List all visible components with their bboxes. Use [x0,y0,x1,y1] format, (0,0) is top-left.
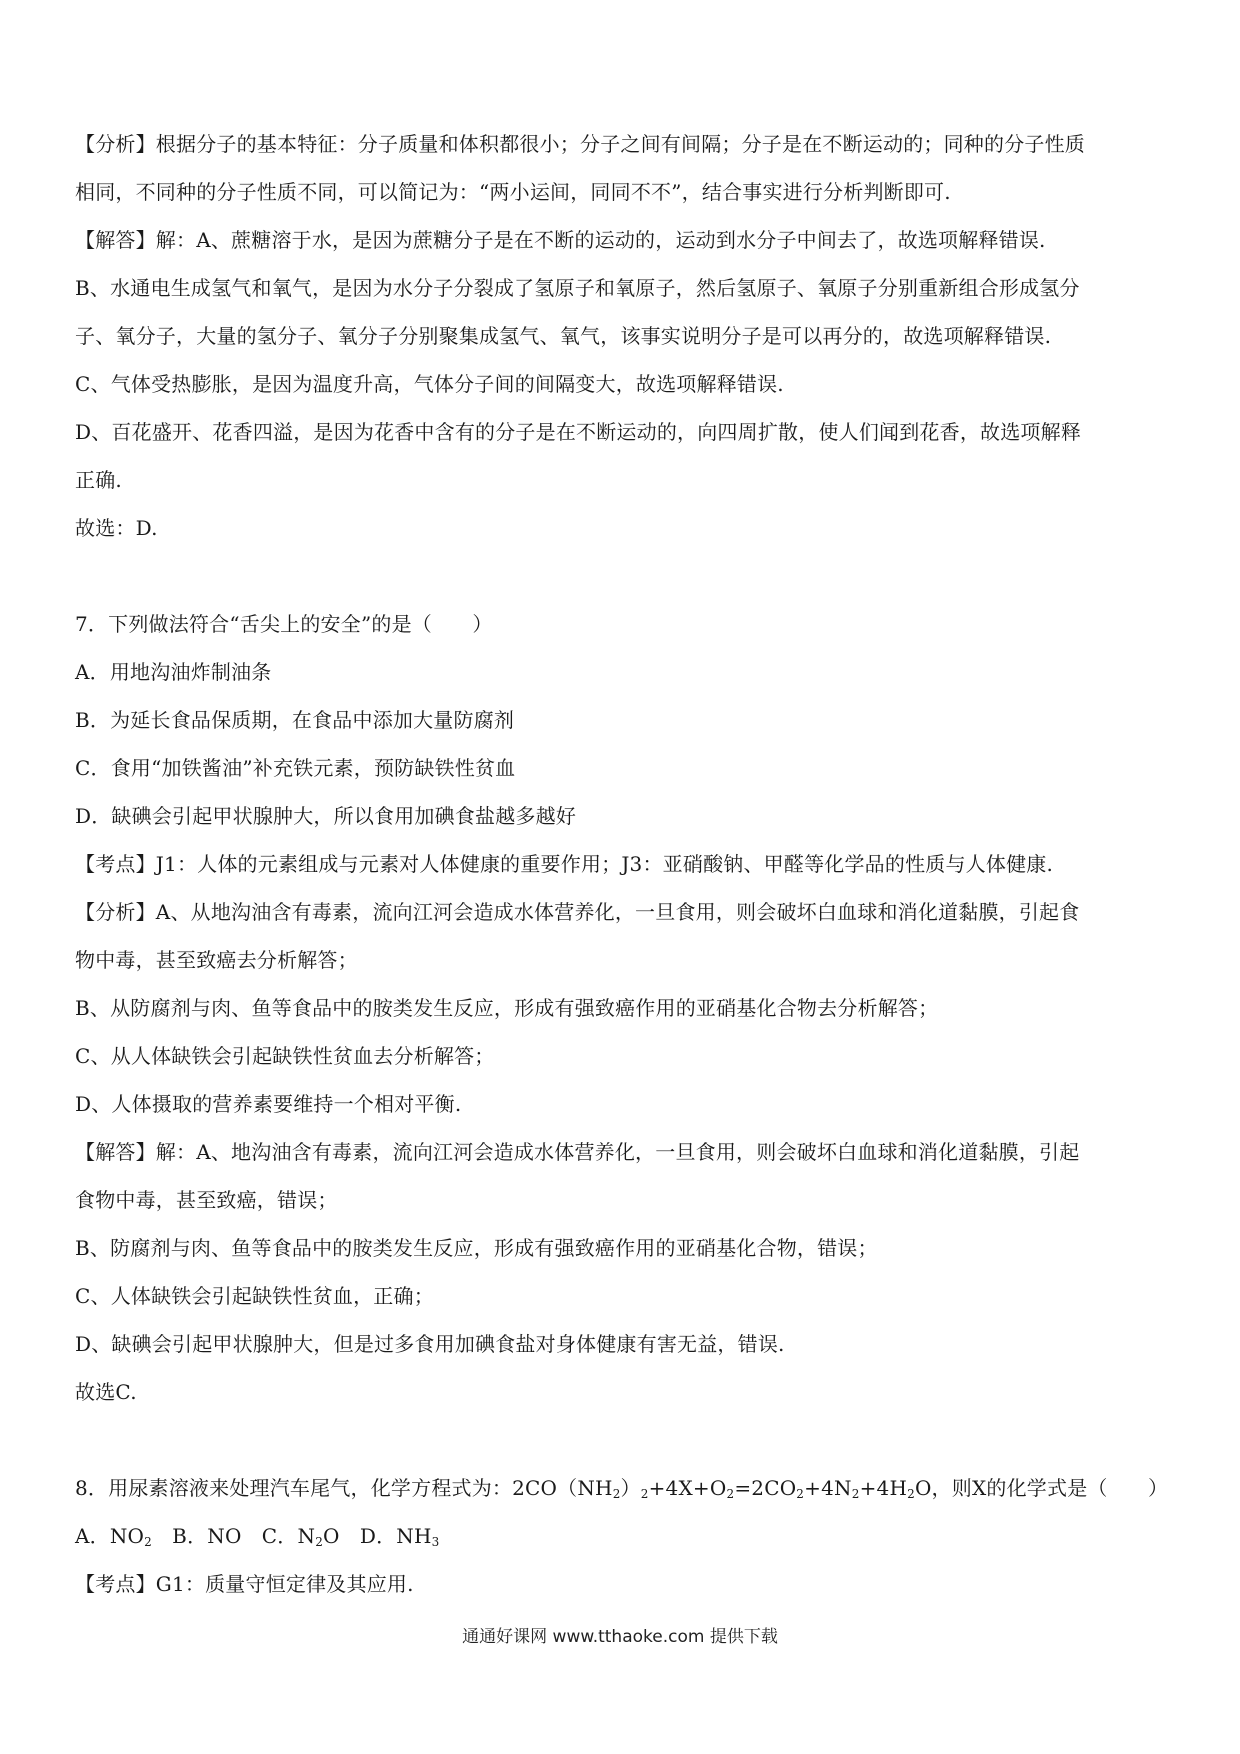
option-d: D．缺碘会引起甲状腺肿大，所以食用加碘食盐越多越好 [75,804,577,828]
document-body [75,120,1175,1608]
text-line: 相同，不同种的分子性质不同，可以简记为：“两小运间，同同不不”，结合事实进行分析判断即可. [75,180,951,204]
option-c: C．食用“加铁酱油”补充铁元素，预防缺铁性贫血 [75,756,516,780]
text-line: 子、氧分子，大量的氢分子、氧分子分别聚集成氢气、氧气，该事实说明分子是可以再分的，故选项解释错误. [75,324,1052,348]
text-line: 【分析】A、从地沟油含有毒素，流向江河会造成水体营养化，一旦食用，则会破坏白血球和消化道黏膜，引起食 [75,900,1080,924]
text-line: C、气体受热膨胀，是因为温度升高，气体分子间的间隔变大，故选项解释错误. [75,372,784,396]
text-line: 【解答】解：A、地沟油含有毒素，流向江河会造成水体营养化，一旦食用，则会破坏白血球和消化道黏膜，引起 [75,1140,1080,1164]
text-line: 物中毒，甚至致癌去分析解答； [75,948,358,972]
option-a: A．用地沟油炸制油条 [75,660,272,684]
page-footer: 通通好课网 www.tthaoke.com 提供下载 [462,1627,778,1647]
text-line: 食物中毒，甚至致癌，错误； [75,1188,338,1212]
question-title: 7．下列做法符合“舌尖上的安全”的是（ ） [75,612,493,636]
text-line: 正确. [75,468,122,492]
text-line: 【考点】J1：人体的元素组成与元素对人体健康的重要作用；J3：亚硝酸钠、甲醛等化学品的性质与人体健康. [75,852,1054,876]
section-q8 [75,1464,1175,1608]
text-line: D、百花盛开、花香四溢，是因为花香中含有的分子是在不断运动的，向四周扩散，使人们闻到花香，故选项解释 [75,420,1082,444]
text-line: 故选：D. [75,516,158,540]
spacer [75,1416,1175,1464]
text-line: B、防腐剂与肉、鱼等食品中的胺类发生反应，形成有强致癌作用的亚硝基化合物，错误； [75,1236,878,1260]
option-b: B．为延长食品保质期，在食品中添加大量防腐剂 [75,708,515,732]
text-line: 【解答】解：A、蔗糖溶于水，是因为蔗糖分子是在不断的运动的，运动到水分子中间去了，故选项解释错误. [75,228,1046,252]
text-line: 故选C. [75,1380,137,1404]
text-line: C、人体缺铁会引起缺铁性贫血，正确； [75,1284,434,1308]
text-line: C、从人体缺铁会引起缺铁性贫血去分析解答； [75,1044,495,1068]
text-line: B、从防腐剂与肉、鱼等食品中的胺类发生反应，形成有强致癌作用的亚硝基化合物去分析解答； [75,996,939,1020]
text-line: D、缺碘会引起甲状腺肿大，但是过多食用加碘食盐对身体健康有害无益，错误. [75,1332,785,1356]
text-line: 【考点】G1：质量守恒定律及其应用. [75,1572,414,1596]
section-q7 [75,600,1175,1416]
options-row: A．$NO_2$ B．NO C．$N_2O$ D．$NH_3$ [75,1524,440,1549]
text-line: B、水通电生成氢气和氧气，是因为水分子分裂成了氢原子和氧原子，然后氢原子、氧原子分别重新组合形成氢分 [75,276,1080,300]
spacer [75,552,1175,600]
text-line: D、人体摄取的营养素要维持一个相对平衡. [75,1092,462,1116]
question-title: 8．用尿素溶液来处理汽车尾气，化学方程式为：$2CO(NH_2)_2+4X+O_2=2CO_2+4N_2+4H_2O$，则X的化学式是（ ） [75,1476,1169,1501]
text-line: 【分析】根据分子的基本特征：分子质量和体积都很小；分子之间有间隔；分子是在不断运动的；同种的分子性质 [75,132,1085,156]
section-q6-analysis [75,120,1175,552]
